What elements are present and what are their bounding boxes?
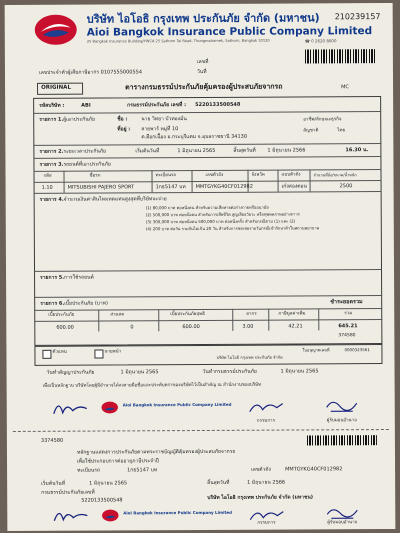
nationality-label: สัญชาติ bbox=[303, 128, 319, 134]
vehicle-cc: 2500 bbox=[339, 183, 353, 190]
company-logo-small bbox=[101, 400, 119, 414]
col-divider bbox=[191, 170, 192, 192]
item-1: รายการ 1. bbox=[39, 116, 64, 123]
slip-role-director: กรรมการ bbox=[257, 520, 276, 526]
company-logo bbox=[33, 13, 79, 47]
top-barcode bbox=[305, 49, 377, 63]
broker-checkbox[interactable] bbox=[94, 350, 103, 359]
vehicle-header-model: ชื่อรถ bbox=[89, 173, 101, 179]
broker-checkbox-label: นายหน้า bbox=[104, 349, 122, 355]
license-number: 0000323561 bbox=[344, 347, 370, 353]
period-time: 16.30 น. bbox=[345, 147, 369, 154]
coverage-label: จำนวนเงินค่าสินไหมทดแทนสูงสุดที่บริษัทจะจ่าย bbox=[63, 196, 167, 203]
document-number: 210239157 bbox=[334, 12, 381, 22]
slip-ref: 3374580 bbox=[40, 437, 64, 444]
company-phone: ☎ 0 2620 8000 bbox=[304, 38, 337, 44]
contract-date-label: วันทำสัญญาประกันภัย bbox=[46, 369, 95, 376]
agent-company: บริษัท ไอโอธิ กรุงเทพ ประกันภัย จำกัด bbox=[216, 354, 283, 360]
sig-role-attorney: ผู้รับมอบอำนาจ bbox=[326, 418, 357, 424]
nationality-value: ไทย bbox=[337, 128, 346, 134]
vehicle-header-seats: จำนวนที่นั่ง/ขนาด/น้ำหนัก bbox=[313, 172, 357, 178]
col-divider bbox=[318, 308, 319, 330]
col-divider bbox=[98, 310, 99, 332]
occupation-label: อาชีพ/ลักษณะธุรกิจ bbox=[303, 117, 342, 123]
item-6: รายการ 6. bbox=[40, 300, 65, 307]
vehicle-code: 1.10 bbox=[41, 184, 53, 191]
policy-number-label: กรมธรรม์ประกันภัย เลขที่ : bbox=[127, 102, 187, 109]
coverage-line-3: (3) 300,000 บาท ต่อหนึ่งคน 500,000 บาท ต่อหนึ่งครั้ง สำหรับกรณีตาม (1) และ (2) bbox=[145, 218, 296, 225]
vehicle-plate: 1กธ5147 บท bbox=[155, 184, 186, 191]
vehicle-header-chassis: เลขตัวถัง bbox=[205, 172, 224, 178]
contract-date: 1 มิถุนายน 2565 bbox=[120, 369, 159, 376]
company-name-en-small: Aioi Bangkok Insurance Public Company Limited bbox=[122, 401, 232, 408]
period-start: 1 มิถุนายน 2565 bbox=[177, 147, 216, 155]
premium-header-base: เบี้ยประกันภัย bbox=[48, 312, 75, 318]
slip-end: 1 มิถุนายน 2566 bbox=[247, 479, 286, 486]
coverage-line-4: (4) 200 บาท ต่อวัน รวมกันไม่เกิน 20 วัน สำหรับการชดเชยรายวันกรณีเข้ารักษาตัวในสถานพยาบาล bbox=[145, 225, 320, 232]
coverage-line-1: (1) 80,000 บาท ต่อหนึ่งคน สำหรับความเสียหายต่อร่างกายหรืออนามัย bbox=[145, 204, 269, 211]
vehicle-header-plate: ทะเบียนรถ bbox=[155, 173, 177, 179]
vehicle-model: MITSUBISHI PAJERO SPORT bbox=[67, 184, 135, 191]
premium-total-header: ชำระยอดรวม bbox=[330, 299, 363, 306]
premium-total: 645.21 bbox=[338, 323, 358, 330]
slip-policy-label: กรมธรรม์ประกันภัยเลขที่ bbox=[41, 489, 95, 496]
insured-name-label: ชื่อ : bbox=[117, 116, 128, 123]
insured-addr-label: ที่อยู่ : bbox=[117, 126, 131, 133]
director-signature bbox=[51, 397, 91, 419]
slip-end-label: สิ้นสุดวันที่ bbox=[207, 479, 230, 486]
premium-ref: 374580 bbox=[338, 333, 356, 339]
slip-company: บริษัท ไอโอธิ กรุงเทพ ประกันภัย จำกัด (มหาชน) bbox=[207, 494, 314, 501]
vehicle-header-body: แบบตัวถัง bbox=[281, 172, 301, 178]
company-address: 25 Bangkok Insurance Building/YWCA 25 Sathorn Tai Road, Thungmahamek, Sathorn, Bangkok 10120 bbox=[86, 38, 270, 44]
col-divider bbox=[309, 169, 310, 191]
policy-number: 5220133500548 bbox=[195, 101, 241, 109]
attorney-signature bbox=[323, 397, 361, 417]
sig-role-director: กรรมการ bbox=[256, 418, 276, 424]
premium-header-total: รวม bbox=[344, 311, 353, 317]
slip-plate: 1กธ5147 บท bbox=[127, 467, 158, 474]
vehicle-use-label: การใช้รถยนต์ bbox=[64, 274, 94, 281]
premium-label: เบี้ยประกันภัย (บาท) bbox=[64, 300, 109, 307]
vehicle-chassis: MMTGYKG40CF012982 bbox=[195, 183, 253, 191]
vehicle-header-code: รหัส bbox=[43, 173, 52, 179]
insured-label: ผู้เอาประกันภัย bbox=[63, 116, 95, 123]
tax-id-line: เลขประจำตัวผู้เสียภาษีอากร 0107555000554 bbox=[38, 69, 143, 76]
item-4: รายการ 4. bbox=[39, 196, 64, 203]
company-name-th: บริษัท ไอโอธิ กรุงเทพ ประกันภัย จำกัด (มหาชน) bbox=[86, 11, 320, 26]
col-divider bbox=[232, 309, 233, 331]
col-divider bbox=[63, 171, 64, 193]
premium-base: 600.00 bbox=[56, 324, 74, 331]
vehicle-label: รถยนต์ที่เอาประกันภัย bbox=[63, 161, 111, 168]
agent-code: ABI bbox=[81, 102, 91, 109]
witness-text: เพื่อเป็นหลักฐาน บริษัทโดยผู้มีอำนาจได้ลงลายมือชื่อและประทับตราของบริษัทไว้เป็นสำคัญ ณ สำนักงานของบริษัท bbox=[42, 382, 262, 389]
director-signature-2 bbox=[247, 398, 287, 416]
insured-name: นาย วิทยา บัวทองมั่น bbox=[141, 116, 187, 123]
agent-box bbox=[34, 344, 382, 366]
period-end: 1 มิถุนายน 2566 bbox=[267, 147, 306, 154]
premium-net: 600.00 bbox=[182, 324, 200, 331]
vehicle-body: เก๋งสองตอน bbox=[281, 183, 307, 190]
insured-address-1: ลายพาร์ หมู่ที่ 10 bbox=[141, 126, 179, 133]
document-title: ตารางกรมธรรม์ประกันภัยคุ้มครองผู้ประสบภัยจากรถ bbox=[125, 82, 283, 92]
premium-header-vat: ภาษีมูลค่าเพิ่ม bbox=[278, 311, 306, 317]
agent-code-label: รหัสบริษัท : bbox=[39, 102, 65, 109]
issue-date: 1 มิถุนายน 2565 bbox=[280, 368, 319, 375]
vehicle-header-province: จังหวัด bbox=[251, 172, 265, 178]
policy-document bbox=[5, 3, 396, 531]
original-label: ORIGINAL bbox=[41, 84, 71, 91]
slip-text-2: เพื่อใช้ประกอบการต่ออายุภาษีประจำปี bbox=[77, 458, 160, 465]
slip-company-en: Aioi Bangkok Insurance Public Company Limited bbox=[123, 509, 233, 516]
issue-date-label: วันทำกรมธรรม์ประกันภัย bbox=[202, 368, 257, 375]
premium-stamp-duty: 3.00 bbox=[242, 323, 254, 330]
col-divider bbox=[151, 170, 152, 192]
slip-barcode bbox=[307, 435, 377, 445]
slip-start-label: เริ่มต้นวันที่ bbox=[41, 480, 66, 487]
mc-label: MC bbox=[341, 84, 349, 91]
premium-header-discount: ส่วนลด bbox=[110, 312, 125, 318]
period-label: ระยะเวลาประกันภัย bbox=[63, 148, 107, 155]
coverage-line-2: (2) 500,000 บาท ต่อหนึ่งคน สำหรับการเสียชีวิต สูญเสียอวัยวะ หรือทุพพลภาพอย่างถาวร bbox=[145, 211, 300, 218]
agent-checkbox-label: ตัวแทน bbox=[52, 349, 67, 355]
period-start-label: เริ่มต้นวันที่ bbox=[135, 148, 160, 155]
slip-text-1: หลักฐานแสดงการประกันภัยตามพระราชบัญญัติคุ้มครองผู้ประสบภัยจากรถ bbox=[76, 448, 236, 456]
col-divider bbox=[247, 170, 248, 192]
insured-address-2: ต.ฮือกเนื้อง อ.กระบุรีแดม จ.อุบลราชธานี 34130 bbox=[141, 133, 248, 141]
period-end-label: สิ้นสุดวันที่ bbox=[233, 147, 256, 154]
slip-director-signature bbox=[51, 505, 91, 525]
col-divider bbox=[268, 309, 269, 331]
premium-header-stamp: อากร bbox=[246, 311, 257, 317]
slip-chassis: MMTGYKG40CF012982 bbox=[285, 466, 343, 473]
company-logo-small-2 bbox=[101, 508, 119, 522]
slip-chassis-label: เลขตัวถัง bbox=[251, 466, 271, 473]
perforation bbox=[13, 429, 389, 432]
agent-checkbox[interactable] bbox=[42, 350, 51, 359]
item-2: รายการ 2. bbox=[39, 148, 64, 155]
col-divider bbox=[277, 170, 278, 192]
slip-start: 1 มิถุนายน 2565 bbox=[89, 480, 128, 487]
premium-header-net: เบี้ยประกันภัยสุทธิ bbox=[170, 311, 205, 318]
company-name-en: Aioi Bangkok Insurance Public Company Limited bbox=[86, 25, 373, 39]
premium-discount: 0 bbox=[130, 324, 134, 331]
policy-no-label: เลขที่ bbox=[196, 58, 209, 66]
premium-vat: 42.21 bbox=[288, 323, 303, 330]
item-3: รายการ 3. bbox=[39, 161, 64, 168]
slip-role-attorney: ผู้รับมอบอำนาจ bbox=[327, 520, 358, 526]
slip-plate-label: ทะเบียนรถ bbox=[77, 467, 101, 474]
item-5: รายการ 5. bbox=[40, 274, 65, 281]
date-label: วันที่ bbox=[196, 68, 207, 76]
license-label: ใบอนุญาตเลขที่ bbox=[302, 347, 330, 353]
slip-policy: 5220133500548 bbox=[81, 497, 123, 504]
col-divider bbox=[158, 309, 159, 331]
